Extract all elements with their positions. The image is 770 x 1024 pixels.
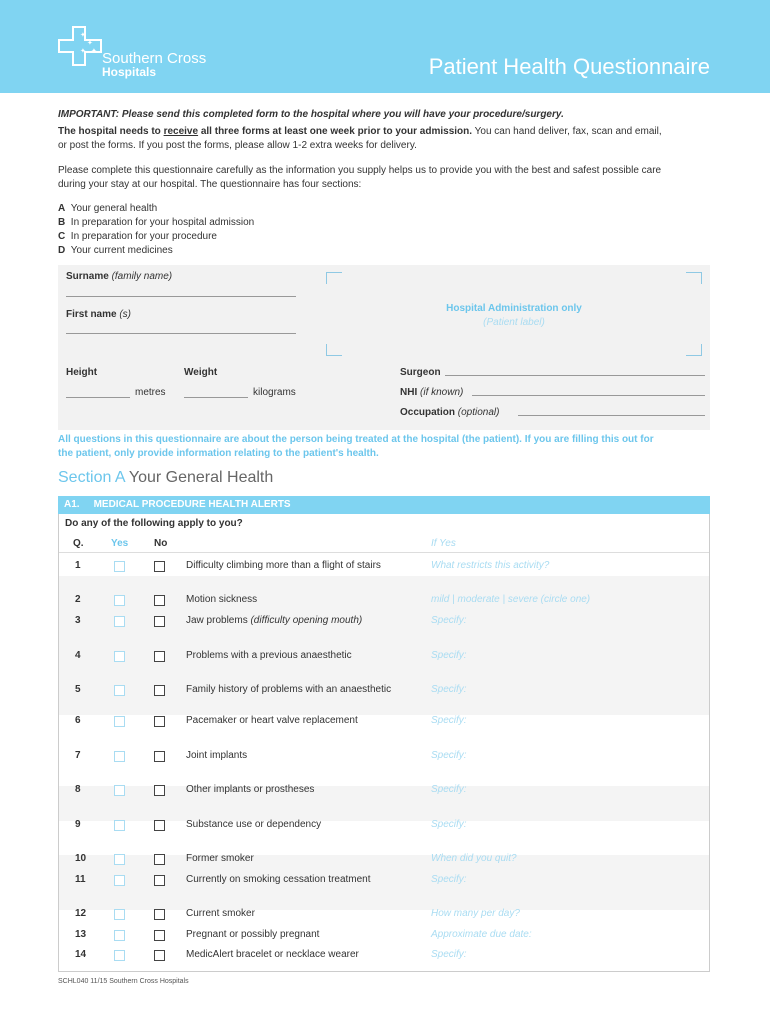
- section-a-heading: Section A Your General Health: [58, 469, 274, 486]
- important-note: IMPORTANT: Please send this completed form to the hospital where you will have your procedure/surgery.: [58, 109, 564, 120]
- no-checkbox[interactable]: [154, 561, 165, 572]
- height-label: Height: [66, 367, 98, 378]
- height-field[interactable]: [66, 397, 130, 398]
- if-yes-field[interactable]: Specify:: [431, 750, 467, 761]
- question-text: Motion sickness: [186, 594, 258, 605]
- yes-checkbox[interactable]: [114, 909, 125, 920]
- question-number: 9: [75, 819, 81, 830]
- label-corner: [326, 344, 342, 356]
- no-checkbox[interactable]: [154, 716, 165, 727]
- weight-unit: kilograms: [253, 387, 296, 398]
- question-number: 4: [75, 650, 81, 661]
- no-checkbox[interactable]: [154, 595, 165, 606]
- yes-checkbox[interactable]: [114, 854, 125, 865]
- question-number: 5: [75, 684, 81, 695]
- yes-checkbox[interactable]: [114, 716, 125, 727]
- occupation-label: Occupation (optional): [400, 407, 500, 418]
- yes-checkbox[interactable]: [114, 561, 125, 572]
- question-number: 6: [75, 715, 81, 726]
- question-text: MedicAlert bracelet or necklace wearer: [186, 949, 359, 960]
- firstname-field[interactable]: [66, 333, 296, 334]
- question-text: Family history of problems with an anaesthetic: [186, 684, 392, 695]
- no-checkbox[interactable]: [154, 820, 165, 831]
- question-number: 12: [75, 908, 87, 919]
- label-corner: [326, 272, 342, 284]
- logo-subname: Hospitals: [102, 65, 157, 79]
- nhi-field[interactable]: [472, 395, 705, 396]
- if-yes-field[interactable]: What restricts this activity?: [431, 560, 550, 571]
- section-list-item: B In preparation for your hospital admission: [58, 217, 255, 228]
- column-header-q: Q.: [73, 538, 84, 549]
- if-yes-field[interactable]: Specify:: [431, 949, 467, 960]
- section-list-item: C In preparation for your procedure: [58, 231, 217, 242]
- admin-only-label: Hospital Administration only: [446, 303, 582, 314]
- question-number: 7: [75, 750, 81, 761]
- page-title: Patient Health Questionnaire: [428, 54, 710, 79]
- question-number: 2: [75, 594, 81, 605]
- column-header-no: No: [154, 538, 168, 549]
- form-code-footer: SCHL040 11/15 Southern Cross Hospitals: [58, 978, 189, 985]
- instructions-line-2: during your stay at our hospital. The questionnaire has four sections:: [58, 179, 362, 190]
- weight-label: Weight: [184, 367, 218, 378]
- question-text: Difficulty climbing more than a flight of stairs: [186, 560, 381, 571]
- patient-label-hint: (Patient label): [483, 317, 545, 328]
- yes-checkbox[interactable]: [114, 595, 125, 606]
- yes-checkbox[interactable]: [114, 651, 125, 662]
- column-header-yes: Yes: [111, 538, 129, 549]
- question-text: Current smoker: [186, 908, 255, 919]
- if-yes-field[interactable]: How many per day?: [431, 908, 520, 919]
- if-yes-field[interactable]: mild | moderate | severe (circle one): [431, 594, 591, 605]
- if-yes-field[interactable]: Specify:: [431, 715, 467, 726]
- question-text: Other implants or prostheses: [186, 784, 315, 795]
- question-number: 13: [75, 929, 87, 940]
- question-text: Currently on smoking cessation treatment: [186, 874, 371, 885]
- if-yes-field[interactable]: Specify:: [431, 819, 467, 830]
- question-number: 8: [75, 784, 81, 795]
- patient-details-panel: [58, 265, 710, 430]
- delivery-paragraph: The hospital needs to receive all three forms at least one week prior to your admission. You can hand deliver, fax, scan and email,: [58, 126, 662, 137]
- no-checkbox[interactable]: [154, 751, 165, 762]
- no-checkbox[interactable]: [154, 950, 165, 961]
- question-number: 3: [75, 615, 81, 626]
- header-banner: [0, 0, 770, 93]
- no-checkbox[interactable]: [154, 785, 165, 796]
- yes-checkbox[interactable]: [114, 616, 125, 627]
- question-text: Pregnant or possibly pregnant: [186, 929, 320, 940]
- yes-checkbox[interactable]: [114, 875, 125, 886]
- label-corner: [686, 272, 702, 284]
- question-text: Jaw problems (difficulty opening mouth): [186, 615, 363, 626]
- question-text: Joint implants: [186, 750, 248, 761]
- if-yes-field[interactable]: Specify:: [431, 684, 467, 695]
- instructions-line-1: Please complete this questionnaire carefully as the information you supply helps us to provide you with the best and safest possible care: [58, 165, 662, 176]
- row-shading: [59, 576, 709, 686]
- if-yes-field[interactable]: Specify:: [431, 650, 467, 661]
- if-yes-field[interactable]: Approximate due date:: [431, 929, 532, 940]
- section-list-item: A Your general health: [58, 203, 158, 214]
- no-checkbox[interactable]: [154, 854, 165, 865]
- surname-label: Surname (family name): [66, 271, 173, 282]
- section-list-item: D Your current medicines: [58, 245, 173, 256]
- label-corner: [686, 344, 702, 356]
- question-text: Former smoker: [186, 853, 254, 864]
- health-alerts-table: [58, 514, 710, 972]
- delivery-paragraph-2: or post the forms. If you post the forms, please allow 1-2 extra weeks for delivery.: [58, 140, 417, 151]
- logo-name: Southern Cross: [102, 50, 207, 67]
- patient-notice-line-1: All questions in this questionnaire are about the person being treated at the hospital (the patient). If you are filling this out for: [58, 434, 654, 445]
- no-checkbox[interactable]: [154, 651, 165, 662]
- if-yes-field[interactable]: Specify:: [431, 615, 467, 626]
- question-text: Pacemaker or heart valve replacement: [186, 715, 358, 726]
- firstname-label: First name (s): [66, 309, 132, 320]
- if-yes-field[interactable]: When did you quit?: [431, 853, 517, 864]
- nhi-label: NHI (if known): [400, 387, 464, 398]
- no-checkbox[interactable]: [154, 909, 165, 920]
- occupation-field[interactable]: [518, 415, 705, 416]
- question-prompt: Do any of the following apply to you?: [65, 518, 243, 529]
- yes-checkbox[interactable]: [114, 685, 125, 696]
- height-unit: metres: [135, 387, 166, 398]
- yes-checkbox[interactable]: [114, 950, 125, 961]
- patient-notice-line-2: the patient, only provide information relating to the patient's health.: [58, 448, 379, 459]
- yes-checkbox[interactable]: [114, 820, 125, 831]
- question-number: 1: [75, 560, 81, 571]
- yes-checkbox[interactable]: [114, 751, 125, 762]
- if-yes-field[interactable]: Specify:: [431, 874, 467, 885]
- no-checkbox[interactable]: [154, 875, 165, 886]
- no-checkbox[interactable]: [154, 930, 165, 941]
- question-number: 14: [75, 949, 87, 960]
- no-checkbox[interactable]: [154, 616, 165, 627]
- question-number: 11: [75, 874, 86, 885]
- yes-checkbox[interactable]: [114, 785, 125, 796]
- southern-cross-logo-icon: ✦ ✦ ✦ ✦: [58, 26, 102, 66]
- question-text: Problems with a previous anaesthetic: [186, 650, 352, 661]
- header-divider: [59, 552, 709, 553]
- question-text: Substance use or dependency: [186, 819, 322, 830]
- health-alerts-bar: A1. MEDICAL PROCEDURE HEALTH ALERTS: [58, 496, 710, 514]
- question-number: 10: [75, 853, 87, 864]
- column-header-if-yes: If Yes: [431, 538, 456, 549]
- if-yes-field[interactable]: Specify:: [431, 784, 467, 795]
- yes-checkbox[interactable]: [114, 930, 125, 941]
- surgeon-field[interactable]: [445, 375, 705, 376]
- no-checkbox[interactable]: [154, 685, 165, 696]
- weight-field[interactable]: [184, 397, 248, 398]
- surgeon-label: Surgeon: [400, 367, 441, 378]
- surname-field[interactable]: [66, 296, 296, 297]
